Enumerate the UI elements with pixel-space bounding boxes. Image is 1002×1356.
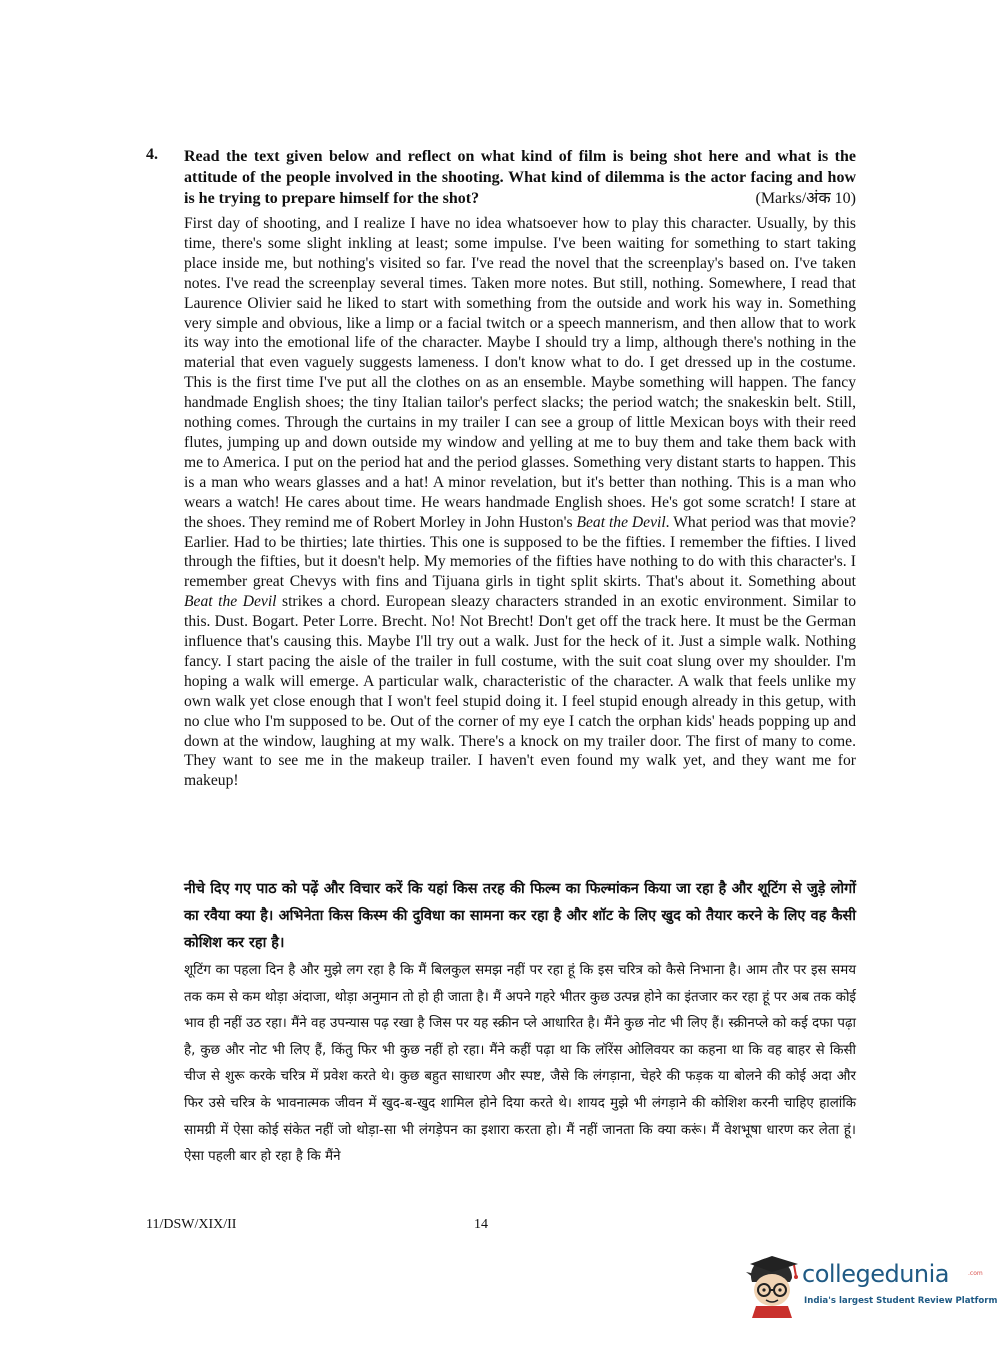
document-code: 11/DSW/XIX/II (146, 1217, 237, 1232)
question-marks: (Marks/अंक 10) (755, 190, 856, 207)
logo-domain: .com (968, 1270, 983, 1277)
english-passage (184, 214, 856, 791)
english-passage-part1: First day of shooting, and I realize I have no idea whatsoever how to play this character. Usually, by this time, there's some slight inkling at least; some impulse. I've been waiting for something to start taking place inside me, but nothing's visited so far. I've read the novel that the screenplay's based on. I've taken notes. I've read the screenplay several times. Taken more notes. But still, nothing. Somewhere, I read that Laurence Olivier said he liked to start with something from the outside and work his way in. Something very simple and obvious, like a limp or a facial twitch or a speech mannerism, and then allow that to work its way into the emotional life of the character. Maybe I should try a limp, although there's nothing in the material that even vaguely suggests lameness. I don't know what to do. I get dressed up in the costume. This is the first time I've put all the clothes on as an ensemble. Maybe something will happen. The fancy handmade English shoes; the tiny Italian tailor's perfect slacks; the period watch; the snakeskin belt. Still, nothing comes. Through the curtains in my trailer I can see a group of little Mexican boys with their reed flutes, jumping up and down outside my window and yelling at me to buy them and take them back with me to America. I put on the period hat and the period glasses. Something very distant starts to happen. This is a man who wears glasses and a hat! A minor revelation, but it's better than nothing. This is a man who wears a watch! He cares about time. He wears handmade English shoes. He's got some scratch! I stare at the shoes. They remind me of Robert Morley in John Huston's (184, 215, 856, 531)
page-number: 14 (474, 1217, 488, 1232)
logo-tagline: India's largest Student Review Platform (804, 1296, 998, 1306)
hindi-question: नीचे दिए गए पाठ को पढ़ें और विचार करें कि यहां किस तरह की फिल्म का फिल्मांकन किया जा रहा है और शूटिंग से जुड़े लोगों का रवैया क्या है। अभिनेता किस किस्म की दुविधा का सामना कर रहा है और शॉट के लिए खुद को तैयार करने के लिए वह कैसी कोशिश कर रहा है। (184, 881, 856, 951)
film-title: Beat the Devil (576, 513, 666, 531)
mascot-icon (742, 1252, 802, 1318)
english-passage-part2: . What period was that movie? Earlier. Had to be thirties; late thirties. This one is supposed to be the fifties. I remember the fifties. I lived through the fifties, but it doesn't help. My memories of the fifties have nothing to do with this character's. I remember great Chevys with fins and Tijuana girls in tight split skirts. That's about it. Something about (184, 513, 856, 591)
collegedunia-logo[interactable] (742, 1252, 998, 1320)
english-passage-part3: strikes a chord. European sleazy characters stranded in an exotic environment. Similar to this. Dust. Bogart. Peter Lorre. Brecht. No! Not Brecht! Don't get off the track here. It must be the German influence that's causing this. Maybe I'll try out a walk. Just for the heck of it. Just a simple walk. Nothing fancy. I start pacing the aisle of the trailer in full costume, with the suit coat slung over my shoulder. I'm hoping a walk will emerge. A particular walk, characteristic of the character. A walk that feels unlike my own walk yet close enough that I won't feel stupid doing it. I feel stupid enough already in this getup, with no clue who I'm supposed to be. Out of the corner of my eye I catch the orphan kids' heads popping up and down at the window, laughing at my walk. There's a knock on my trailer door. The first of many to come. They want to see me in the makeup trailer. I haven't even found my walk yet, and they want me for makeup! (184, 593, 856, 790)
hindi-passage: शूटिंग का पहला दिन है और मुझे लग रहा है कि मैं बिलकुल समझ नहीं पर रहा हूं कि इस चरित्र को कैसे निभाना है। आम तौर पर इस समय तक कम से कम थोड़ा अंदाजा, थोड़ा अनुमान तो हो ही जाता है। मैं अपने गहरे भीतर कुछ उत्पन्न होने का इंतजार कर रहा हूं पर अब तक कोई भाव ही नहीं उठ रहा। मैंने वह उपन्यास पढ़ रखा है जिस पर यह स्क्रीन प्ले आधारित है। मैंने कुछ नोट भी लिए हैं। स्क्रीनप्ले को कई दफा पढ़ा है, कुछ और नोट भी लिए हैं, किंतु फिर भी कुछ नहीं हो रहा। मैंने कहीं पढ़ा था कि लॉरेंस ओलिवयर का कहना था कि वह बाहर से किसी चीज से शुरू करके चरित्र में प्रवेश करते थे। कुछ बहुत साधारण और स्पष्ट, जैसे कि लंगड़ाना, चेहरे की फड़क या बोलने की कोई अदा और फिर उसे चरित्र के भावनात्मक जीवन में खुद-ब-खुद शामिल होने दिया करते थे। शायद मुझे भी लंगड़ाने की कोशिश करनी चाहिए हालांकि सामग्री में ऐसा कोई संकेत नहीं जो थोड़ा-सा भी लंगड़ेपन का इशारा करता हो। मैं नहीं जानता कि क्या करूं। मैं वेशभूषा धारण कर लेता हूं। ऐसा पहली बार हो रहा है कि मैंने (184, 963, 856, 1165)
film-title: Beat the Devil (184, 593, 277, 611)
question-text (184, 146, 856, 209)
logo-brand: collegedunia (802, 1260, 950, 1288)
question-number: 4. (146, 146, 158, 163)
question-body: Read the text given below and reflect on what kind of film is being shot here and what is the attitude of the people involved in the shooting. What kind of dilemma is the actor facing and how is he trying to prepare himself for the shot? (184, 148, 856, 207)
